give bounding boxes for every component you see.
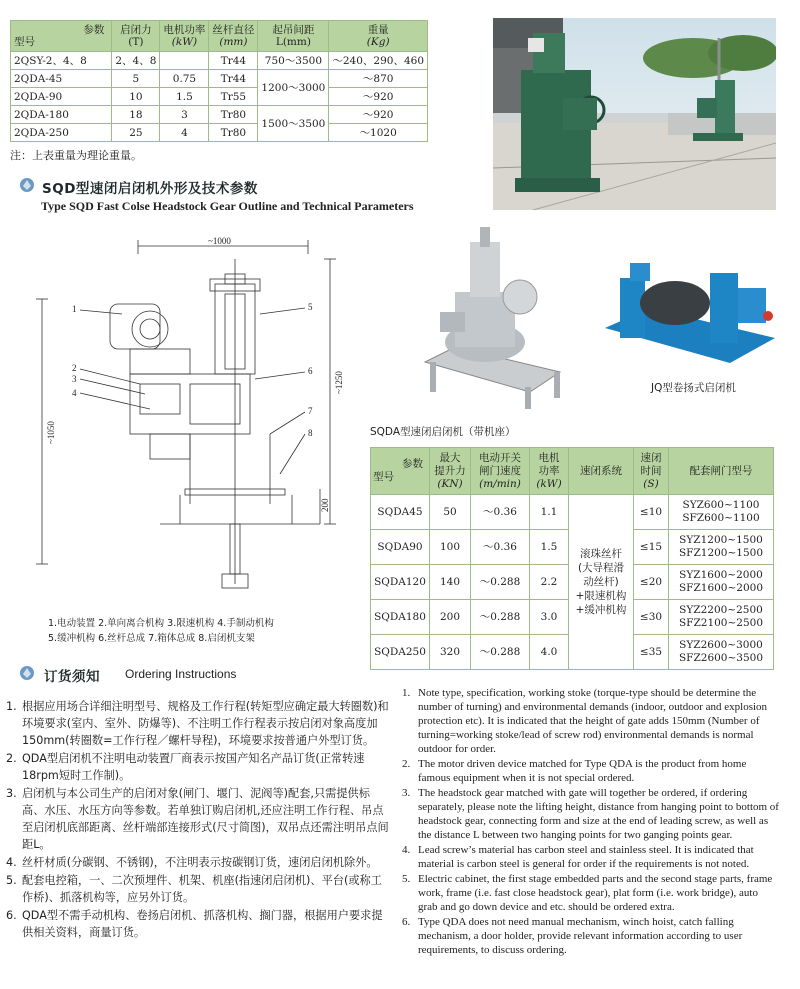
drawing-legend xyxy=(48,616,274,646)
cell-model: SQDA45 xyxy=(371,495,430,530)
header-weight: 重量 (Kg) xyxy=(329,21,428,52)
cell-lift: 320 xyxy=(430,635,471,670)
dim-width: ~1000 xyxy=(208,236,231,246)
cell-time: ≤15 xyxy=(634,530,669,565)
cell-gate: SYZ1200~1500 SFZ1200~1500 xyxy=(669,530,774,565)
dim-height-right: ~1250 xyxy=(334,371,344,394)
cell-screw: Tr55 xyxy=(209,88,258,106)
photo-installed-headstock-gears xyxy=(493,18,776,210)
callout-4: 4 xyxy=(72,388,77,398)
header-power: 电机 功率 (kW) xyxy=(530,448,569,495)
dim-height-left: ~1050 xyxy=(46,421,56,444)
table-row xyxy=(11,70,428,88)
header-speed: 电动开关 闸门速度 (m/min) xyxy=(471,448,530,495)
list-item: 5. Electric cabinet, the first stage embedded parts and the second stage parts, frame work, frame (i.e. fast close headstock gear), plat form (i.e. work bridge), auto grab and go down device and etc. should be ordered extra. xyxy=(402,873,773,913)
cell-system: 滚珠丝杆 (大导程滑 动丝杆) +限速机构 +缓冲机构 xyxy=(569,495,634,670)
cell-time: ≤30 xyxy=(634,600,669,635)
table-header-row xyxy=(11,21,428,52)
callout-8: 8 xyxy=(308,428,313,438)
table-header-row xyxy=(371,448,774,495)
cell-speed: ～0.36 xyxy=(471,530,530,565)
cell-model: SQDA180 xyxy=(371,600,430,635)
order-section-title: 订货须知 xyxy=(44,669,100,685)
cell-weight: ～870 xyxy=(329,70,428,88)
table-row xyxy=(11,88,428,106)
cell-power: 1.5 xyxy=(530,530,569,565)
sqd-section-title: SQD型速闭启闭机外形及技术参数 xyxy=(42,181,258,197)
list-item: 3. 启闭机与本公司生产的启闭对象(闸门、堰门、泥阀等)配套,只需提供标高、水压、水压方向等参数。若单独订购启闭机,还应注明工作行程、吊点至启闭机底部距离、丝杆端部连接形式(尺寸简图)，双吊点还需注明吊点间距L。 xyxy=(6,787,389,851)
cell-model: 2QDA-45 xyxy=(11,70,112,88)
cell-model: 2QDA-180 xyxy=(11,106,112,124)
cell-power: 2.2 xyxy=(530,565,569,600)
cell-force: 5 xyxy=(112,70,160,88)
cell-lift: 50 xyxy=(430,495,471,530)
list-item: 1. Note type, specification, working stoke (torque-type should be determine the number of turning) and environmental demands (indoor, outdoor and explosion protection etc). It is indicated that the height of gate adds 150mm (Number of turning=working stoke/lead of screw rod) environmental demands is normal outdoor for order. xyxy=(402,687,768,755)
spec-table-2qda xyxy=(10,20,428,142)
callout-2: 2 xyxy=(72,363,77,373)
cell-weight: ～920 xyxy=(329,106,428,124)
list-item: 2. The motor driven device matched for Type QDA is the product from home famous equipment when it is not special ordered. xyxy=(402,758,747,784)
cell-weight: ～240、290、460 xyxy=(329,52,428,70)
callout-6: 6 xyxy=(308,366,313,376)
table-row xyxy=(11,106,428,124)
list-item: 4. Lead screw’s material has carbon steel and stainless steel. It is indicated that material is carbon steel is general for order if the requirements is not noted. xyxy=(402,844,754,870)
table-note: 注：上表重量为理论重量。 xyxy=(10,149,142,162)
cell-power: 4.0 xyxy=(530,635,569,670)
cell-force: 10 xyxy=(112,88,160,106)
cell-screw: Tr44 xyxy=(209,70,258,88)
cell-force: 18 xyxy=(112,106,160,124)
cell-gate: SYZ1600~2000 SFZ1600~2000 xyxy=(669,565,774,600)
callout-7: 7 xyxy=(308,406,313,416)
header-force: 启闭力 (T) xyxy=(112,21,160,52)
header-model: 型号 xyxy=(14,36,35,48)
list-item: 5. 配套电控箱，一、二次预埋件、机架、机座(指速闭启闭机)、平台(或称工作桥)、抓落机构等，应另外订货。 xyxy=(6,874,382,904)
callout-1: 1 xyxy=(72,304,77,314)
cell-power: 4 xyxy=(160,124,209,142)
cell-model: 2QDA-90 xyxy=(11,88,112,106)
order-section-subtitle: Ordering Instructions xyxy=(125,667,237,681)
cell-model: 2QSY-2、4、8 xyxy=(11,52,112,70)
cell-model: 2QDA-250 xyxy=(11,124,112,142)
header-power: 电机功率 (kW) xyxy=(160,21,209,52)
table-row xyxy=(11,124,428,142)
section-bullet-icon xyxy=(18,176,36,194)
cell-screw: Tr44 xyxy=(209,52,258,70)
cell-dist: 750～3500 xyxy=(258,52,329,70)
legend-line-2: 5.缓冲机构 6.丝杆总成 7.箱体总成 8.启闭机支架 xyxy=(48,633,255,644)
cell-screw: Tr80 xyxy=(209,106,258,124)
cell-speed: ～0.288 xyxy=(471,635,530,670)
cell-power xyxy=(160,52,209,70)
order-list-zh xyxy=(6,698,392,942)
header-system: 速闭系统 xyxy=(569,448,634,495)
caption-sqda: SQDA型速闭启闭机（带机座） xyxy=(370,426,516,438)
cell-power: 0.75 xyxy=(160,70,209,88)
header-param: 参数 xyxy=(402,458,423,470)
cell-power: 3.0 xyxy=(530,600,569,635)
sqda-illustration xyxy=(410,222,570,412)
list-item: 6. QDA型不需手动机构、卷扬启闭机、抓落机构、搁门器，根据用户要求提供相关资料，商量订货。 xyxy=(6,909,383,939)
cell-screw: Tr80 xyxy=(209,124,258,142)
callout-5: 5 xyxy=(308,302,313,312)
order-bullet-icon xyxy=(18,664,36,682)
cell-weight: ～920 xyxy=(329,88,428,106)
order-list-en xyxy=(402,686,780,958)
header-param-model xyxy=(11,21,112,52)
dim-base: 200 xyxy=(320,498,330,512)
cell-lift: 100 xyxy=(430,530,471,565)
list-item: 6. Type QDA does not need manual mechanism, winch hoist, catch falling mechanism, a door holder, provide relevant information according to user requirements, to discuss ordering. xyxy=(402,916,743,956)
sqd-section-subtitle: Type SQD Fast Colse Headstock Gear Outline and Technical Parameters xyxy=(41,199,414,213)
cell-weight: ～1020 xyxy=(329,124,428,142)
cell-model: SQDA250 xyxy=(371,635,430,670)
cell-dist: 1500～3500 xyxy=(258,106,329,142)
cell-power: 3 xyxy=(160,106,209,124)
outline-drawing xyxy=(30,234,360,604)
caption-jq: JQ型卷扬式启闭机 xyxy=(651,382,736,394)
photo-sqda-machine xyxy=(410,222,570,412)
table-row xyxy=(371,495,774,530)
list-item: 4. 丝杆材质(分碳钢、不锈钢)，不注明表示按碳钢订货，速闭启闭机除外。 xyxy=(6,856,378,869)
cell-gate: SYZ600~1100 SFZ600~1100 xyxy=(669,495,774,530)
cell-dist: 1200～3000 xyxy=(258,70,329,106)
cell-gate: SYZ2600~3000 SFZ2600~3500 xyxy=(669,635,774,670)
photo-jq-winch xyxy=(600,258,778,373)
cell-speed: ～0.288 xyxy=(471,565,530,600)
cell-force: 2、4、8 xyxy=(112,52,160,70)
header-param-model xyxy=(371,448,430,495)
header-gate: 配套闸门型号 xyxy=(669,448,774,495)
cell-time: ≤35 xyxy=(634,635,669,670)
callout-3: 3 xyxy=(72,374,77,384)
cell-speed: ～0.36 xyxy=(471,495,530,530)
cell-speed: ～0.288 xyxy=(471,600,530,635)
table-row xyxy=(11,52,428,70)
header-time: 速闭 时间 (S) xyxy=(634,448,669,495)
header-screw: 丝杆直径 (mm) xyxy=(209,21,258,52)
outline-drawing-svg xyxy=(30,234,360,604)
header-dist: 起吊间距 L(mm) xyxy=(258,21,329,52)
header-param: 参数 xyxy=(83,24,105,36)
cell-time: ≤20 xyxy=(634,565,669,600)
cell-power: 1.5 xyxy=(160,88,209,106)
list-item: 1. 根据应用场合详细注明型号、规格及工作行程(转矩型应确定最大转圈数)和环境要求(室内、室外、防爆等)、不注明工作行程表示按启闭对象高度加150mm(转圈数=工作行程／螺杆导程)，环境要求按普通户外型订货。 xyxy=(6,700,389,747)
cell-power: 1.1 xyxy=(530,495,569,530)
cell-time: ≤10 xyxy=(634,495,669,530)
cell-lift: 140 xyxy=(430,565,471,600)
cell-model: SQDA120 xyxy=(371,565,430,600)
cell-force: 25 xyxy=(112,124,160,142)
jq-illustration xyxy=(600,258,778,373)
header-lift: 最大 提升力 (KN) xyxy=(430,448,471,495)
spec-table-sqda xyxy=(370,447,774,670)
cell-lift: 200 xyxy=(430,600,471,635)
legend-line-1: 1.电动装置 2.单向离合机构 3.限速机构 4.手制动机构 xyxy=(48,618,274,629)
cell-model: SQDA90 xyxy=(371,530,430,565)
photo-illustration xyxy=(493,18,776,210)
list-item: 2. QDA型启闭机不注明电动装置厂商表示按国产知名产品订货(正常转速18rpm短时工作制)。 xyxy=(6,752,365,782)
list-item: 3. The headstock gear matched with gate will together be ordered, if ordering separately, please note the lifting height, distance from hanging point to bottom of headstock gear, connecting form and size at the end of leading screw, as well as the distance L between two hanging points for two ganging points gear. xyxy=(402,787,779,841)
header-model: 型号 xyxy=(373,471,394,483)
cell-gate: SYZ2200~2500 SFZ2100~2500 xyxy=(669,600,774,635)
